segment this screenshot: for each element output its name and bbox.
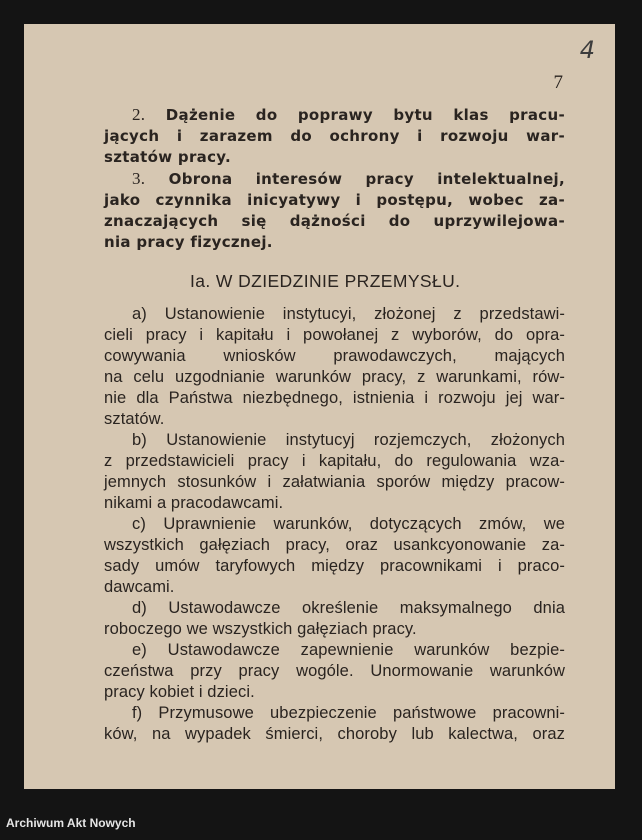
archive-footer bbox=[0, 808, 642, 840]
page-number: 7 bbox=[553, 72, 563, 93]
text-line: jemnych stosunków i załatwiania sporów między pracow- bbox=[104, 473, 565, 491]
text-line: z przedstawicieli pracy i kapitału, do regulowania wza- bbox=[104, 452, 565, 470]
text-line: sady umów taryfowych między pracownikami i praco- bbox=[104, 557, 565, 575]
text-line: sztatów. bbox=[104, 410, 165, 428]
point-2 bbox=[104, 104, 565, 168]
paragraph-d bbox=[104, 598, 565, 640]
text-line: c) Uprawnienie warunków, dotyczących zmów, we bbox=[132, 515, 565, 533]
text-line: nikami a pracodawcami. bbox=[104, 494, 284, 512]
text-line: nie dla Państwa niezbędnego, istnienia i rozwoju jej war- bbox=[104, 389, 565, 407]
text-line: cowywania wniosków prawodawczych, mających bbox=[104, 347, 565, 365]
text-line: a) Ustanowienie instytucyi, złożonej z przedstawi- bbox=[132, 305, 565, 323]
text-line: roboczego we wszystkich gałęziach pracy. bbox=[104, 620, 417, 638]
paragraph-c bbox=[104, 514, 565, 598]
paragraph-b bbox=[104, 430, 565, 514]
text-line: jących i zarazem do ochrony i rozwoju war- bbox=[104, 127, 565, 145]
text-line: b) Ustanowienie instytucyj rozjemczych, złożonych bbox=[132, 431, 565, 449]
text-line: jako czynnika inicyatywy i postępu, wobec za- bbox=[104, 191, 565, 209]
text-line: czeństwa przy pracy wogóle. Unormowanie warunków bbox=[104, 662, 565, 680]
text-line: ków, na wypadek śmierci, choroby lub kalectwa, oraz bbox=[104, 725, 565, 743]
text-line: f) Przymusowe ubezpieczenie państwowe pracowni- bbox=[132, 704, 565, 722]
text-line: cieli pracy i kapitału i powołanej z wyborów, do opra- bbox=[104, 326, 565, 344]
text-line: dawcami. bbox=[104, 578, 175, 596]
paragraph-e bbox=[104, 640, 565, 703]
text-line: d) Ustawodawcze określenie maksymalnego dnia bbox=[132, 599, 565, 617]
text-line: 2. Dążenie do poprawy bytu klas pracu- bbox=[132, 105, 565, 124]
point-number: 2. bbox=[132, 105, 146, 124]
text-line: na celu uzgodnianie warunków pracy, z warunkami, rów- bbox=[104, 368, 565, 386]
paragraph-f bbox=[104, 703, 565, 745]
archive-label: Archiwum Akt Nowych bbox=[6, 816, 136, 830]
text-line: e) Ustawodawcze zapewnienie warunków bezpie- bbox=[132, 641, 565, 659]
text-line: wszystkich gałęziach pracy, oraz usankcyonowanie za- bbox=[104, 536, 565, 554]
section-heading: Ia. W DZIEDZINIE PRZEMYSŁU. bbox=[190, 271, 461, 291]
point-number: 3. bbox=[132, 169, 146, 188]
point-3 bbox=[104, 168, 565, 253]
document-page bbox=[24, 24, 615, 789]
text-line: nia pracy fizycznej. bbox=[104, 233, 273, 251]
text-line: pracy kobiet i dzieci. bbox=[104, 683, 255, 701]
text-line: sztatów pracy. bbox=[104, 148, 231, 166]
paragraph-a bbox=[104, 304, 565, 430]
page-body bbox=[104, 104, 565, 745]
handwritten-page-mark: 4 bbox=[579, 36, 595, 64]
text-line: 3. Obrona interesów pracy intelektualnej, bbox=[132, 169, 565, 188]
text-line: znaczających się dążności do uprzywilejowa- bbox=[104, 212, 565, 230]
